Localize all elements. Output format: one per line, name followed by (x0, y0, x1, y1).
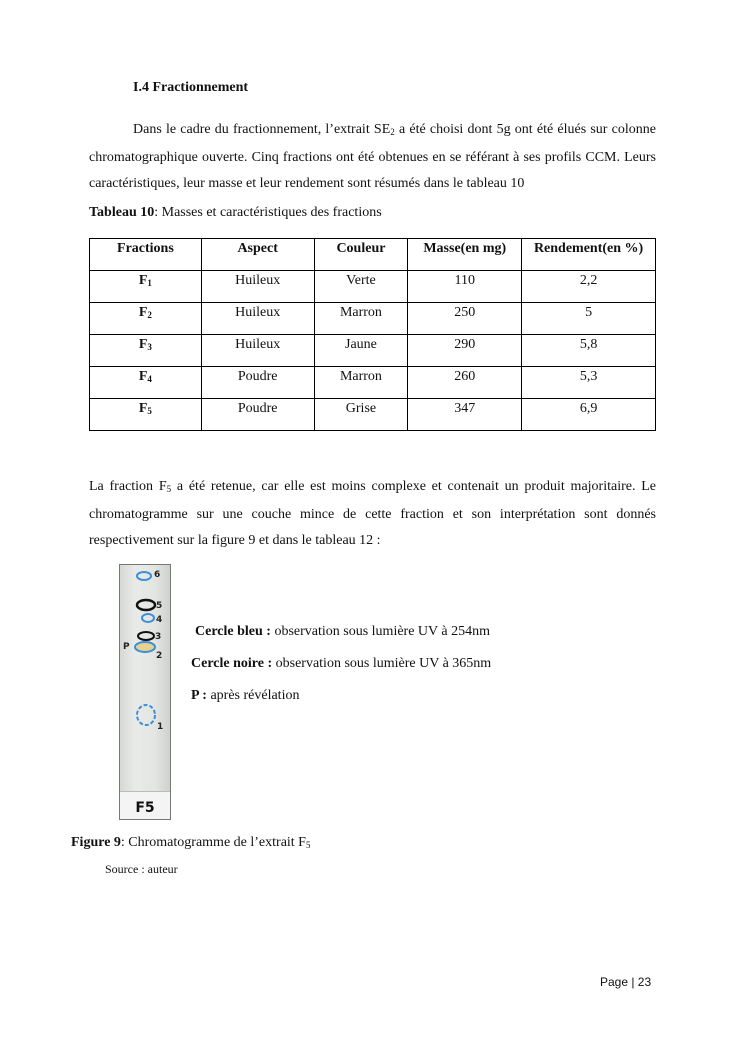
cell-aspect: Huileux (201, 303, 314, 335)
cell-masse: 260 (408, 367, 522, 399)
header-rendement: Rendement(en %) (522, 239, 656, 271)
tlc-plate-image (119, 564, 171, 820)
legend-desc: observation sous lumière UV à 365nm (272, 656, 492, 671)
legend-desc: observation sous lumière UV à 254nm (270, 624, 490, 639)
cell-aspect: Huileux (201, 335, 314, 367)
para2-text-b: a été retenue, car elle est moins complexe et contenait un produit majoritaire. Le chromatogramme sur une couche mince de cette fraction et son interprétation sont donnés respectivement sur la figure 9 et dans le tableau 12 : (89, 479, 656, 548)
table-caption-text: : Masses et caractéristiques des fractions (154, 205, 382, 220)
table-caption (89, 205, 382, 221)
cell-fraction: $F_3$ (90, 335, 202, 367)
table-row (90, 303, 656, 335)
table-row (90, 399, 656, 431)
intro-text-b: a été choisi dont 5g ont été élués sur colonne chromatographique ouverte. Cinq fractions ont été obtenues en se référant à ses profils CCM. Leurs caractéristiques, leur masse et leur rendement sont résumés dans le tableau 10 (89, 122, 656, 191)
cell-aspect: Poudre (201, 367, 314, 399)
cell-rendement: 6,9 (522, 399, 656, 431)
cell-fraction: $F_2$ (90, 303, 202, 335)
figure-caption-label: Figure 9 (71, 835, 121, 850)
spot-number: P (123, 642, 130, 652)
para2-text-a: La fraction F (89, 479, 167, 494)
legend-term: P : (191, 688, 207, 703)
cell-rendement: 5,3 (522, 367, 656, 399)
cell-fraction: $F_5$ (90, 399, 202, 431)
cell-couleur: Marron (314, 367, 408, 399)
header-aspect: Aspect (201, 239, 314, 271)
table-row (90, 271, 656, 303)
cell-masse: 290 (408, 335, 522, 367)
cell-rendement: 2,2 (522, 271, 656, 303)
cell-masse: 347 (408, 399, 522, 431)
spot-number: 1 (157, 722, 164, 732)
fractions-table (89, 238, 656, 431)
table-header-row (90, 239, 656, 271)
section-title: I.4 Fractionnement (133, 80, 249, 95)
fraction-paragraph (89, 474, 656, 554)
legend-desc: après révélation (206, 688, 300, 703)
cell-fraction: $F_4$ (90, 367, 202, 399)
blue-circle-spot-1 (137, 705, 155, 725)
table-row (90, 335, 656, 367)
intro-subscript: 2 (390, 127, 395, 137)
plate-label: F5 (135, 800, 155, 816)
para2-subscript: 5 (166, 484, 172, 494)
page-number: Page | 23 (600, 975, 652, 989)
cell-couleur: Verte (314, 271, 408, 303)
black-circle-spot-5 (137, 600, 155, 610)
table-row (90, 367, 656, 399)
intro-text-a: Dans le cadre du fractionnement, l’extrait SE (133, 122, 391, 137)
figure-caption-subscript: 5 (305, 840, 311, 850)
header-masse: Masse(en mg) (408, 239, 522, 271)
legend-term: Cercle bleu : (195, 624, 271, 639)
cell-rendement: 5,8 (522, 335, 656, 367)
figure-caption (71, 835, 310, 851)
spot-number: 6 (154, 570, 161, 580)
cell-masse: 110 (408, 271, 522, 303)
cell-couleur: Marron (314, 303, 408, 335)
tlc-spots (120, 565, 170, 792)
spot-number: 2 (156, 651, 163, 661)
spot-number: 4 (156, 615, 163, 625)
source-note: Source : auteur (105, 862, 178, 876)
cell-masse: 250 (408, 303, 522, 335)
header-fractions: Fractions (90, 239, 202, 271)
black-circle-spot-3 (138, 632, 154, 640)
legend-black-circle (191, 656, 491, 672)
blue-circle-spot-6 (137, 572, 151, 580)
intro-paragraph (89, 117, 656, 197)
legend-p (191, 688, 299, 704)
cell-aspect: Poudre (201, 399, 314, 431)
legend-blue-circle (195, 624, 490, 640)
blue-circle-spot-4 (142, 614, 154, 622)
cell-fraction: $F_1$ (90, 271, 202, 303)
header-couleur: Couleur (314, 239, 408, 271)
spot-number: 3 (155, 632, 162, 642)
table-caption-label: Tableau 10 (89, 205, 155, 220)
cell-rendement: 5 (522, 303, 656, 335)
cell-couleur: Grise (314, 399, 408, 431)
cell-aspect: Huileux (201, 271, 314, 303)
legend-term: Cercle noire : (191, 656, 273, 671)
plate-label-band (120, 791, 170, 819)
spot-number: 5 (156, 601, 163, 611)
cell-couleur: Jaune (314, 335, 408, 367)
figure-caption-text: : Chromatogramme de l’extrait F (120, 835, 306, 850)
